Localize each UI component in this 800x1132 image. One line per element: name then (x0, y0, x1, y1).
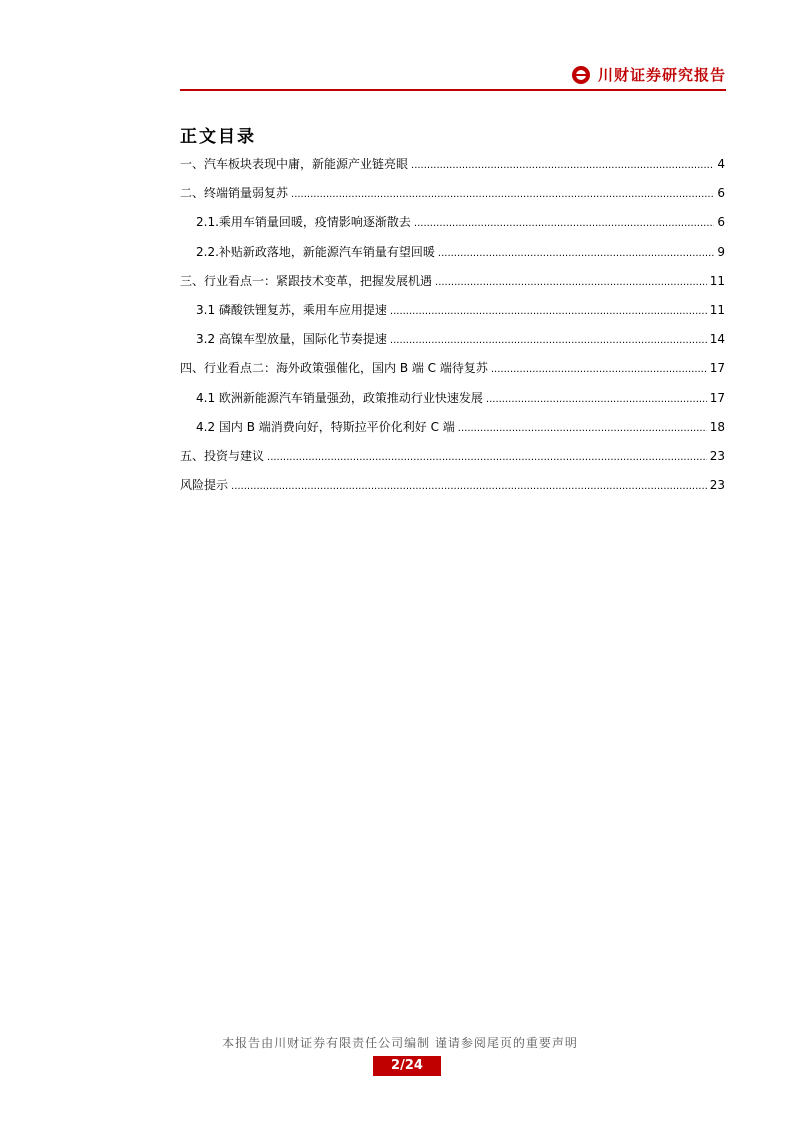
toc-leader-dots (458, 423, 707, 434)
page-number: 2/24 (373, 1056, 441, 1076)
toc-entry-page: 4 (717, 157, 725, 171)
toc-entry[interactable] (180, 155, 725, 184)
toc-leader-dots (435, 277, 707, 288)
toc-leader-dots (390, 306, 707, 317)
toc-entry-text: 二、终端销量弱复苏 (180, 186, 289, 201)
toc-entry-text: 三、行业看点一：紧跟技术变革，把握发展机遇 (180, 273, 433, 288)
toc-title: 正文目录 (180, 127, 256, 147)
toc-leader-dots (438, 248, 714, 259)
toc-leader-dots (390, 335, 707, 346)
toc-entry[interactable] (180, 213, 725, 242)
toc-entry[interactable] (180, 243, 725, 272)
toc-entry[interactable] (180, 447, 725, 476)
toc-leader-dots (231, 481, 707, 492)
toc-entry-page: 6 (717, 186, 725, 201)
brand-name: 川财证券研究报告 (597, 66, 726, 84)
toc-leader-dots (267, 452, 707, 463)
toc-entry-page: 18 (709, 419, 725, 434)
chuancai-logo-icon (572, 66, 590, 84)
toc-entry-text: 2.1.乘用车销量回暖，疫情影响逐渐散去 (196, 215, 411, 230)
toc-leader-dots (491, 364, 707, 375)
toc-leader-dots (414, 218, 714, 229)
footer-disclaimer: 本报告由川财证券有限责任公司编制 谨请参阅尾页的重要声明 (222, 1036, 578, 1050)
toc-entry-page: 9 (717, 244, 725, 259)
toc-entry-page: 23 (709, 478, 725, 493)
toc-entry-page: 23 (709, 448, 725, 463)
toc-leader-dots (411, 160, 714, 171)
toc-entry-page: 17 (709, 390, 725, 405)
toc-entry-text: 五、投资与建议 (180, 448, 265, 463)
toc-entry[interactable] (180, 301, 725, 330)
toc-entry-page: 6 (717, 215, 725, 230)
toc-entry-text: 4.2 国内 B 端消费向好，特斯拉平价化利好 C 端 (196, 419, 455, 434)
toc-entry-text: 4.1 欧洲新能源汽车销量强劲，政策推动行业快速发展 (196, 390, 483, 405)
toc-leader-dots (486, 394, 707, 405)
toc-entry-page: 17 (709, 361, 725, 376)
toc-entry[interactable] (180, 330, 725, 359)
toc-entry-page: 11 (709, 273, 725, 288)
toc-entry-text: 3.1 磷酸铁锂复苏，乘用车应用提速 (196, 302, 387, 317)
toc-entry-text: 3.2 高镍车型放量，国际化节奏提速 (196, 332, 387, 347)
toc-entry-text: 四、行业看点二：海外政策强催化，国内 B 端 C 端待复苏 (180, 361, 488, 376)
page-header (180, 62, 726, 92)
toc-entry-text: 风险提示 (180, 478, 229, 493)
toc-leader-dots (291, 189, 714, 200)
toc-entry-text: 一、汽车板块表现中庸，新能源产业链亮眼 (180, 157, 409, 171)
brand (572, 64, 726, 85)
header-rule (180, 89, 726, 91)
toc-entry-text: 2.2.补贴新政落地，新能源汽车销量有望回暖 (196, 244, 435, 259)
toc-entry[interactable] (180, 272, 725, 301)
toc-entry[interactable] (180, 389, 725, 418)
toc-entry-page: 11 (709, 302, 725, 317)
table-of-contents (180, 155, 725, 505)
toc-entry[interactable] (180, 359, 725, 388)
toc-entry[interactable] (180, 418, 725, 447)
toc-entry[interactable] (180, 184, 725, 213)
toc-entry-page: 14 (709, 332, 725, 347)
toc-entry[interactable] (180, 476, 725, 505)
